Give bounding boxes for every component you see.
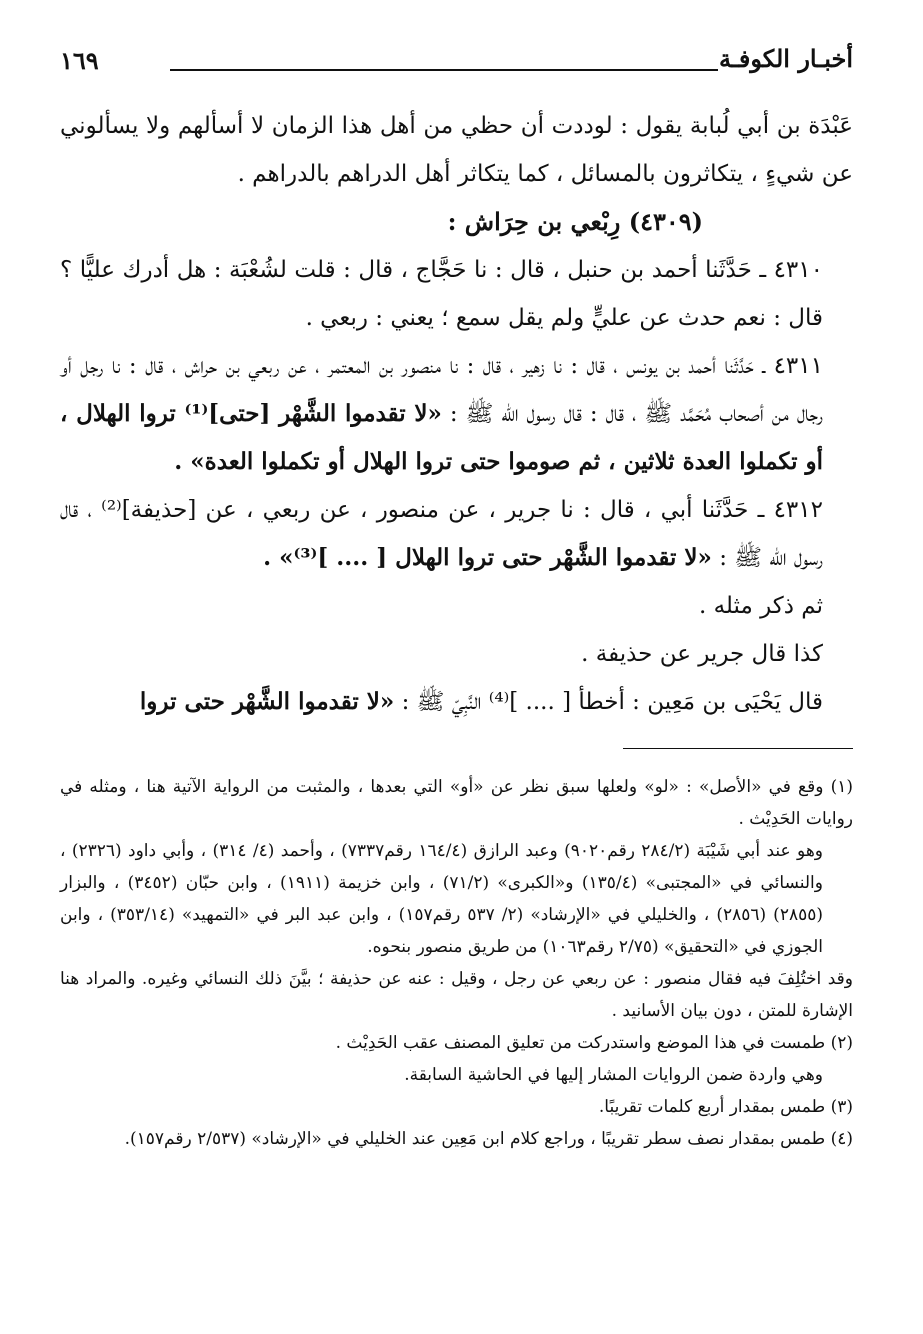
book-page bbox=[60, 38, 853, 1155]
paragraph-mithluh: ثم ذكر مثله . bbox=[698, 593, 823, 619]
footnote-separator bbox=[623, 748, 853, 749]
paragraph-kadha: كذا قال جرير عن حذيفة . bbox=[581, 641, 823, 667]
header-rule bbox=[170, 69, 718, 71]
footnote-1-difference: وقد اختُلِفَ فيه فقال منصور : عن ربعي عن رجل ، وقيل : عنه عن حذيفة ؛ بيَّنَ ذلك النسائي وغيره. والمراد هنا الإشارة للمتن ، دون بيان الأسانيد . bbox=[60, 969, 853, 1021]
running-title: أخبـار الكوفـة bbox=[718, 44, 853, 73]
hadith-4311-chain: ٤٣١١ ـ حَدَّثَنا أحمد بن يونس ، قال : نا زهير ، قال : نا منصور بن المعتمر ، عن ربعي بن حراش ، قال : نا رجل أو رجال من أصحاب مُحَمَّد ﷺ ، قال : قال رسول الله ﷺ : bbox=[60, 353, 824, 427]
main-text bbox=[60, 102, 853, 726]
hadith-4312-chain: ٤٣١٢ ـ حَدَّثَنا أبي ، قال : نا جرير ، عن منصور ، عن ربعي ، عن [حذيفة]⁽²⁾ ، قال رسول الله ﷺ : bbox=[60, 497, 823, 571]
footnotes bbox=[60, 771, 853, 1155]
hadith-4312-text: «لا تقدموا الشَّهْر حتى تروا الهلال [ .... ]⁽³⁾» . bbox=[263, 544, 712, 571]
footnote-2-sub: وهي واردة ضمن الروايات المشار إليها في الحاشية السابقة. bbox=[404, 1065, 823, 1085]
page-header bbox=[60, 38, 853, 82]
footnote-4: (٤) طمس بمقدار نصف سطر تقريبًا ، وراجع كلام ابن مَعِين عند الخليلي في «الإرشاد» (٢/٥٣٧ رقم١٥٧). bbox=[124, 1129, 853, 1149]
page-number: ١٦٩ bbox=[60, 46, 99, 75]
footnote-3: (٣) طمس بمقدار أربع كلمات تقريبًا. bbox=[598, 1097, 853, 1117]
paragraph-ibn-main bbox=[60, 678, 853, 726]
hadith-4311-text: «لا تقدموا الشَّهْر [حتى]⁽¹⁾ تروا الهلال ، أو تكملوا العدة ثلاثين ، ثم صوموا حتى تروا الهلال أو تكملوا العدة» . bbox=[60, 400, 823, 475]
ibn-main-intro: قال يَحْيَى بن مَعِين : أخطأ [ .... ]⁽⁴⁾ النَّبِيّ ﷺ : bbox=[401, 689, 823, 715]
footnote-1-references: وهو عند أبي شَيْبَة (٢٨٤/٢ رقم٩٠٢٠) وعبد الرازق (١٦٤/٤ رقم٧٣٣٧) ، وأحمد (٤/ ٣١٤) ، وأبي داود (٢٣٢٦) ، والنسائي في «المجتبى» (١٣٥/٤) و«الكبرى» (٧١/٢) ، وابن خزيمة (١٩١١) ، وابن حبّان (٣٤٥٢) ، والبزار (٢٨٥٥) (٢٨٥٦) ، والخليلي في «الإرشاد» (٢/ ٥٣٧ رقم١٥٧) ، وابن عبد البر في «التمهيد» (٣٥٣/١٤) ، وابن الجوزي في «التحقيق» (٢/٧٥ رقم١٠٦٣) من طريق منصور بنحوه. bbox=[60, 841, 823, 957]
hadith-4312 bbox=[60, 486, 853, 582]
paragraph-abda: عَبْدَة بن أبي لُبابة يقول : لوددت أن حظي من أهل هذا الزمان لا أسألهم ولا يسألوني عن شيءٍ ، يتكاثرون بالمسائل ، كما يتكاثر أهل الدراهم بالدراهم . bbox=[60, 113, 853, 187]
footnote-1: (١) وقع في «الأصل» : «لو» ولعلها سبق نظر عن «أو» التي بعدها ، والمثبت من الرواية الآتية هنا ، ومثله في روايات الحَدِيْث . bbox=[60, 777, 853, 829]
ibn-main-quote: «لا تقدموا الشَّهْر حتى تروا bbox=[139, 688, 395, 715]
section-heading: (٤٣٠٩) رِبْعي بن حِرَاش : bbox=[447, 207, 703, 236]
hadith-4311 bbox=[60, 342, 853, 486]
hadith-4310: ٤٣١٠ ـ حَدَّثَنا أحمد بن حنبل ، قال : نا حَجَّاج ، قال : قلت لشُعْبَة : هل أدرك عليًّا ؟ قال : نعم حدث عن عليٍّ ولم يقل سمع ؛ يعني : ربعي . bbox=[60, 257, 823, 331]
footnote-2: (٢) طمست في هذا الموضع واستدركت من تعليق المصنف عقب الحَدِيْث . bbox=[335, 1033, 853, 1053]
